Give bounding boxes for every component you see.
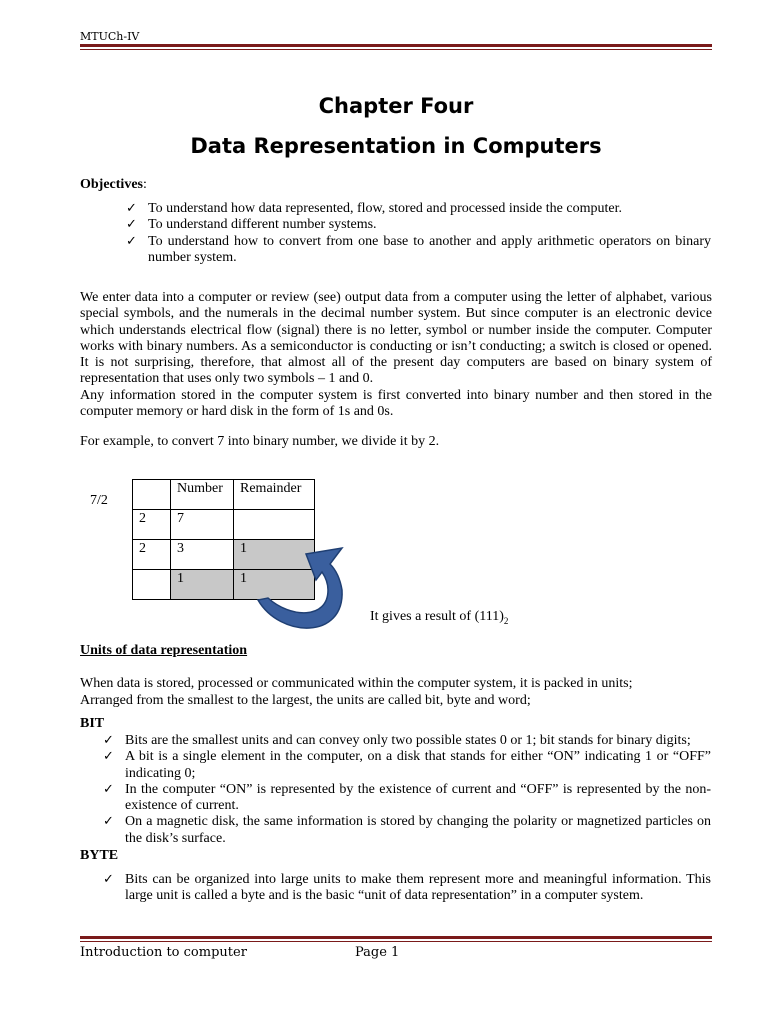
chapter-number: Chapter Four [318, 94, 474, 118]
list-item: ✓ A bit is a single element in the computer, on a disk that stands for either “ON” indicating 1 or “OFF” indicating 0; [103, 749, 711, 781]
byte-list [103, 872, 711, 905]
units-order-paragraph: Arranged from the smallest to the largest, the units are called bit, byte and word; [80, 693, 531, 708]
list-item: ✓ To understand how to convert from one base to another and apply arithmetic operators on binary number system. [126, 233, 711, 265]
check-icon: ✓ [103, 781, 114, 797]
table-cell [133, 480, 171, 510]
bit-list [103, 733, 711, 847]
table-cell-shaded: 1 [234, 570, 315, 600]
list-item: ✓ On a magnetic disk, the same information is stored by changing the polarity or magnetized particles on the disk’s surface. [103, 814, 711, 846]
units-heading-line [80, 643, 712, 659]
table-cell: 2 [133, 540, 171, 570]
check-icon: ✓ [103, 733, 114, 748]
table-cell: 7 [171, 510, 234, 540]
check-icon: ✓ [126, 201, 137, 216]
table-row [133, 480, 315, 510]
check-icon: ✓ [103, 872, 114, 887]
list-item: ✓ To understand different number systems. [126, 217, 377, 233]
check-icon: ✓ [103, 749, 114, 765]
objectives-colon: : [142, 177, 147, 192]
storage-paragraph: Any information stored in the computer system is first converted into binary number and then stored in the computer memory or hard disk in the form of 1s and 0s. [80, 388, 712, 420]
check-icon: ✓ [103, 814, 114, 830]
list-item: ✓ Bits are the smallest units and can convey only two possible states 0 or 1; bit stands for binary digits; [103, 733, 691, 748]
list-item: ✓ To understand how data represented, flow, stored and processed inside the computer. [126, 201, 622, 216]
table-header: Remainder [234, 480, 315, 510]
table-cell [133, 570, 171, 600]
objectives-heading: Objectives [80, 177, 143, 192]
objectives-heading-line [80, 177, 712, 193]
table-cell: 3 [171, 540, 234, 570]
header-rule-thick [80, 44, 712, 47]
table-header: Number [171, 480, 234, 510]
division-result: It gives a result of $(111)_2$ [370, 609, 509, 626]
example-paragraph: For example, to convert 7 into binary number, we divide it by 2. [80, 434, 440, 449]
table-cell: 2 [133, 510, 171, 540]
division-label: 7/2 [90, 493, 108, 508]
footer-left: Introduction to computer [80, 945, 247, 960]
arrow-shape [258, 548, 342, 628]
objectives-list [126, 201, 711, 266]
table-cell-shaded: 1 [171, 570, 234, 600]
bit-heading: BIT [80, 716, 105, 731]
check-icon: ✓ [126, 233, 137, 249]
header-rule-thin [80, 49, 712, 50]
list-item: ✓ In the computer “ON” is represented by the existence of current and “OFF” is represented by the non-existence of current. [103, 781, 711, 814]
table-cell-shaded: 1 [234, 540, 315, 570]
check-icon: ✓ [126, 217, 137, 233]
footer-rule-thin [80, 941, 712, 942]
byte-heading: BYTE [80, 848, 119, 863]
page-number: Page 1 [355, 945, 400, 960]
table-cell [234, 510, 315, 540]
chapter-title: Data Representation in Computers [190, 134, 602, 158]
running-header: MTUCh-IV [80, 30, 140, 43]
footer-rule-thick [80, 936, 712, 939]
list-item: ✓ Bits can be organized into large units to make them represent more and meaningful information. This large unit is called a byte and is the basic “unit of data representation” in a computer system. [103, 872, 711, 904]
units-paragraph: When data is stored, processed or communicated within the computer system, it is packed in units; [80, 676, 633, 691]
curved-arrow-icon [250, 540, 360, 640]
intro-paragraph: We enter data into a computer or review (see) output data from a computer using the letter of alphabet, various special symbols, and the numerals in the decimal number system. But since computer is an electronic device which understands electrical flow (signal) there is no letter, symbol or number inside the computer. Computer works with binary numbers. As a semiconductor is conducting or isn’t conducting; a switch is closed or opened. It is not surprising, therefore, that almost all of the present day computers are based on binary system of representation that uses only two symbols – 1 and 0. [80, 290, 712, 387]
units-heading: Units of data representation [80, 643, 248, 658]
table-row [133, 510, 315, 540]
